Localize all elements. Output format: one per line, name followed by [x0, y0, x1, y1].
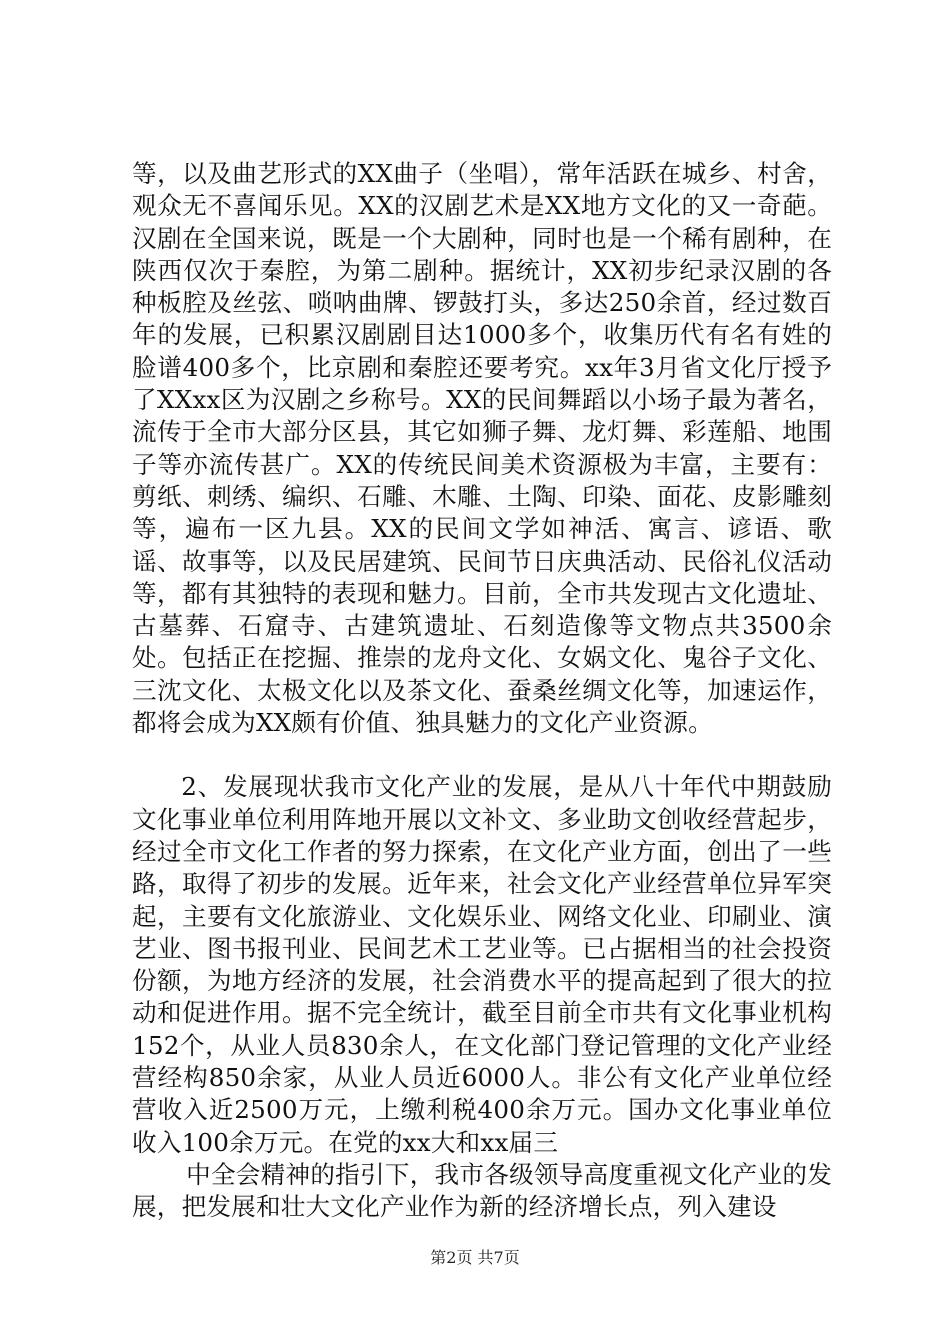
- page-footer: 第2页 共7页: [430, 1248, 520, 1267]
- paragraph-culture-resources: 等，以及曲艺形式的XX曲子（坐唱），常年活跃在城乡、村舍，观众无不喜闻乐见。XX的汉剧艺术是XX地方文化的又一奇葩。汉剧在全国来说，既是一个大剧种，同时也是一个稀有剧种，在陕西仅次于秦腔，为第二剧种。据统计，XX初步纪录汉剧的各种板腔及丝弦、唢呐曲牌、锣鼓打头，多达250余首，经过数百年的发展，已积累汉剧剧目达1000多个，收集历代有名有姓的脸谱400多个，比京剧和秦腔还要考究。xx年3月省文化厅授予了XXxx区为汉剧之乡称号。XX的民间舞蹈以小场子最为著名，流传于全市大部分区县，其它如狮子舞、龙灯舞、彩莲船、地围子等亦流传甚广。XX的传统民间美术资源极为丰富，主要有：剪纸、刺绣、编织、石雕、木雕、土陶、印染、面花、皮影雕刻等，遍布一区九县。XX的民间文学如神活、寓言、谚语、歌谣、故事等，以及民居建筑、民间节日庆典活动、民俗礼仪活动等，都有其独特的表现和魅力。目前，全市共发现古文化遗址、古墓葬、石窟寺、古建筑遗址、石刻造像等文物点共3500余处。包括正在挖掘、推崇的龙舟文化、女娲文化、鬼谷子文化、三沈文化、太极文化以及茶文化、蚕桑丝绸文化等，加速运作，都将会成为XX颇有价值、独具魅力的文化产业资源。: [132, 159, 832, 738]
- document-body: [132, 158, 832, 1224]
- paragraph-continuation: 中全会精神的指引下，我市各级领导高度重视文化产业的发展，把发展和壮大文化产业作为新的经济增长点，列入建设: [132, 1159, 832, 1222]
- paragraph-development-status: 2、发展现状我市文化产业的发展，是从八十年代中期鼓励文化事业单位利用阵地开展以文补文、多业助文创收经营起步，经过全市文化工作者的努力探索，在文化产业方面，创出了一些路，取得了初步的发展。近年来，社会文化产业经营单位异军突起，主要有文化旅游业、文化娱乐业、网络文化业、印刷业、演艺业、图书报刊业、民间艺术工艺业等。已占据相当的社会投资份额，为地方经济的发展，社会消费水平的提高起到了很大的拉动和促进作用。据不完全统计，截至目前全市共有文化事业机构152个，从业人员830余人，在文化部门登记管理的文化产业经营经构850余家，从业人员近6000人。非公有文化产业单位经营收入近2500万元，上缴利税400余万元。国办文化事业单位收入100余万元。在党的xx大和xx届三: [132, 772, 832, 1157]
- paragraph-gap: [132, 739, 832, 771]
